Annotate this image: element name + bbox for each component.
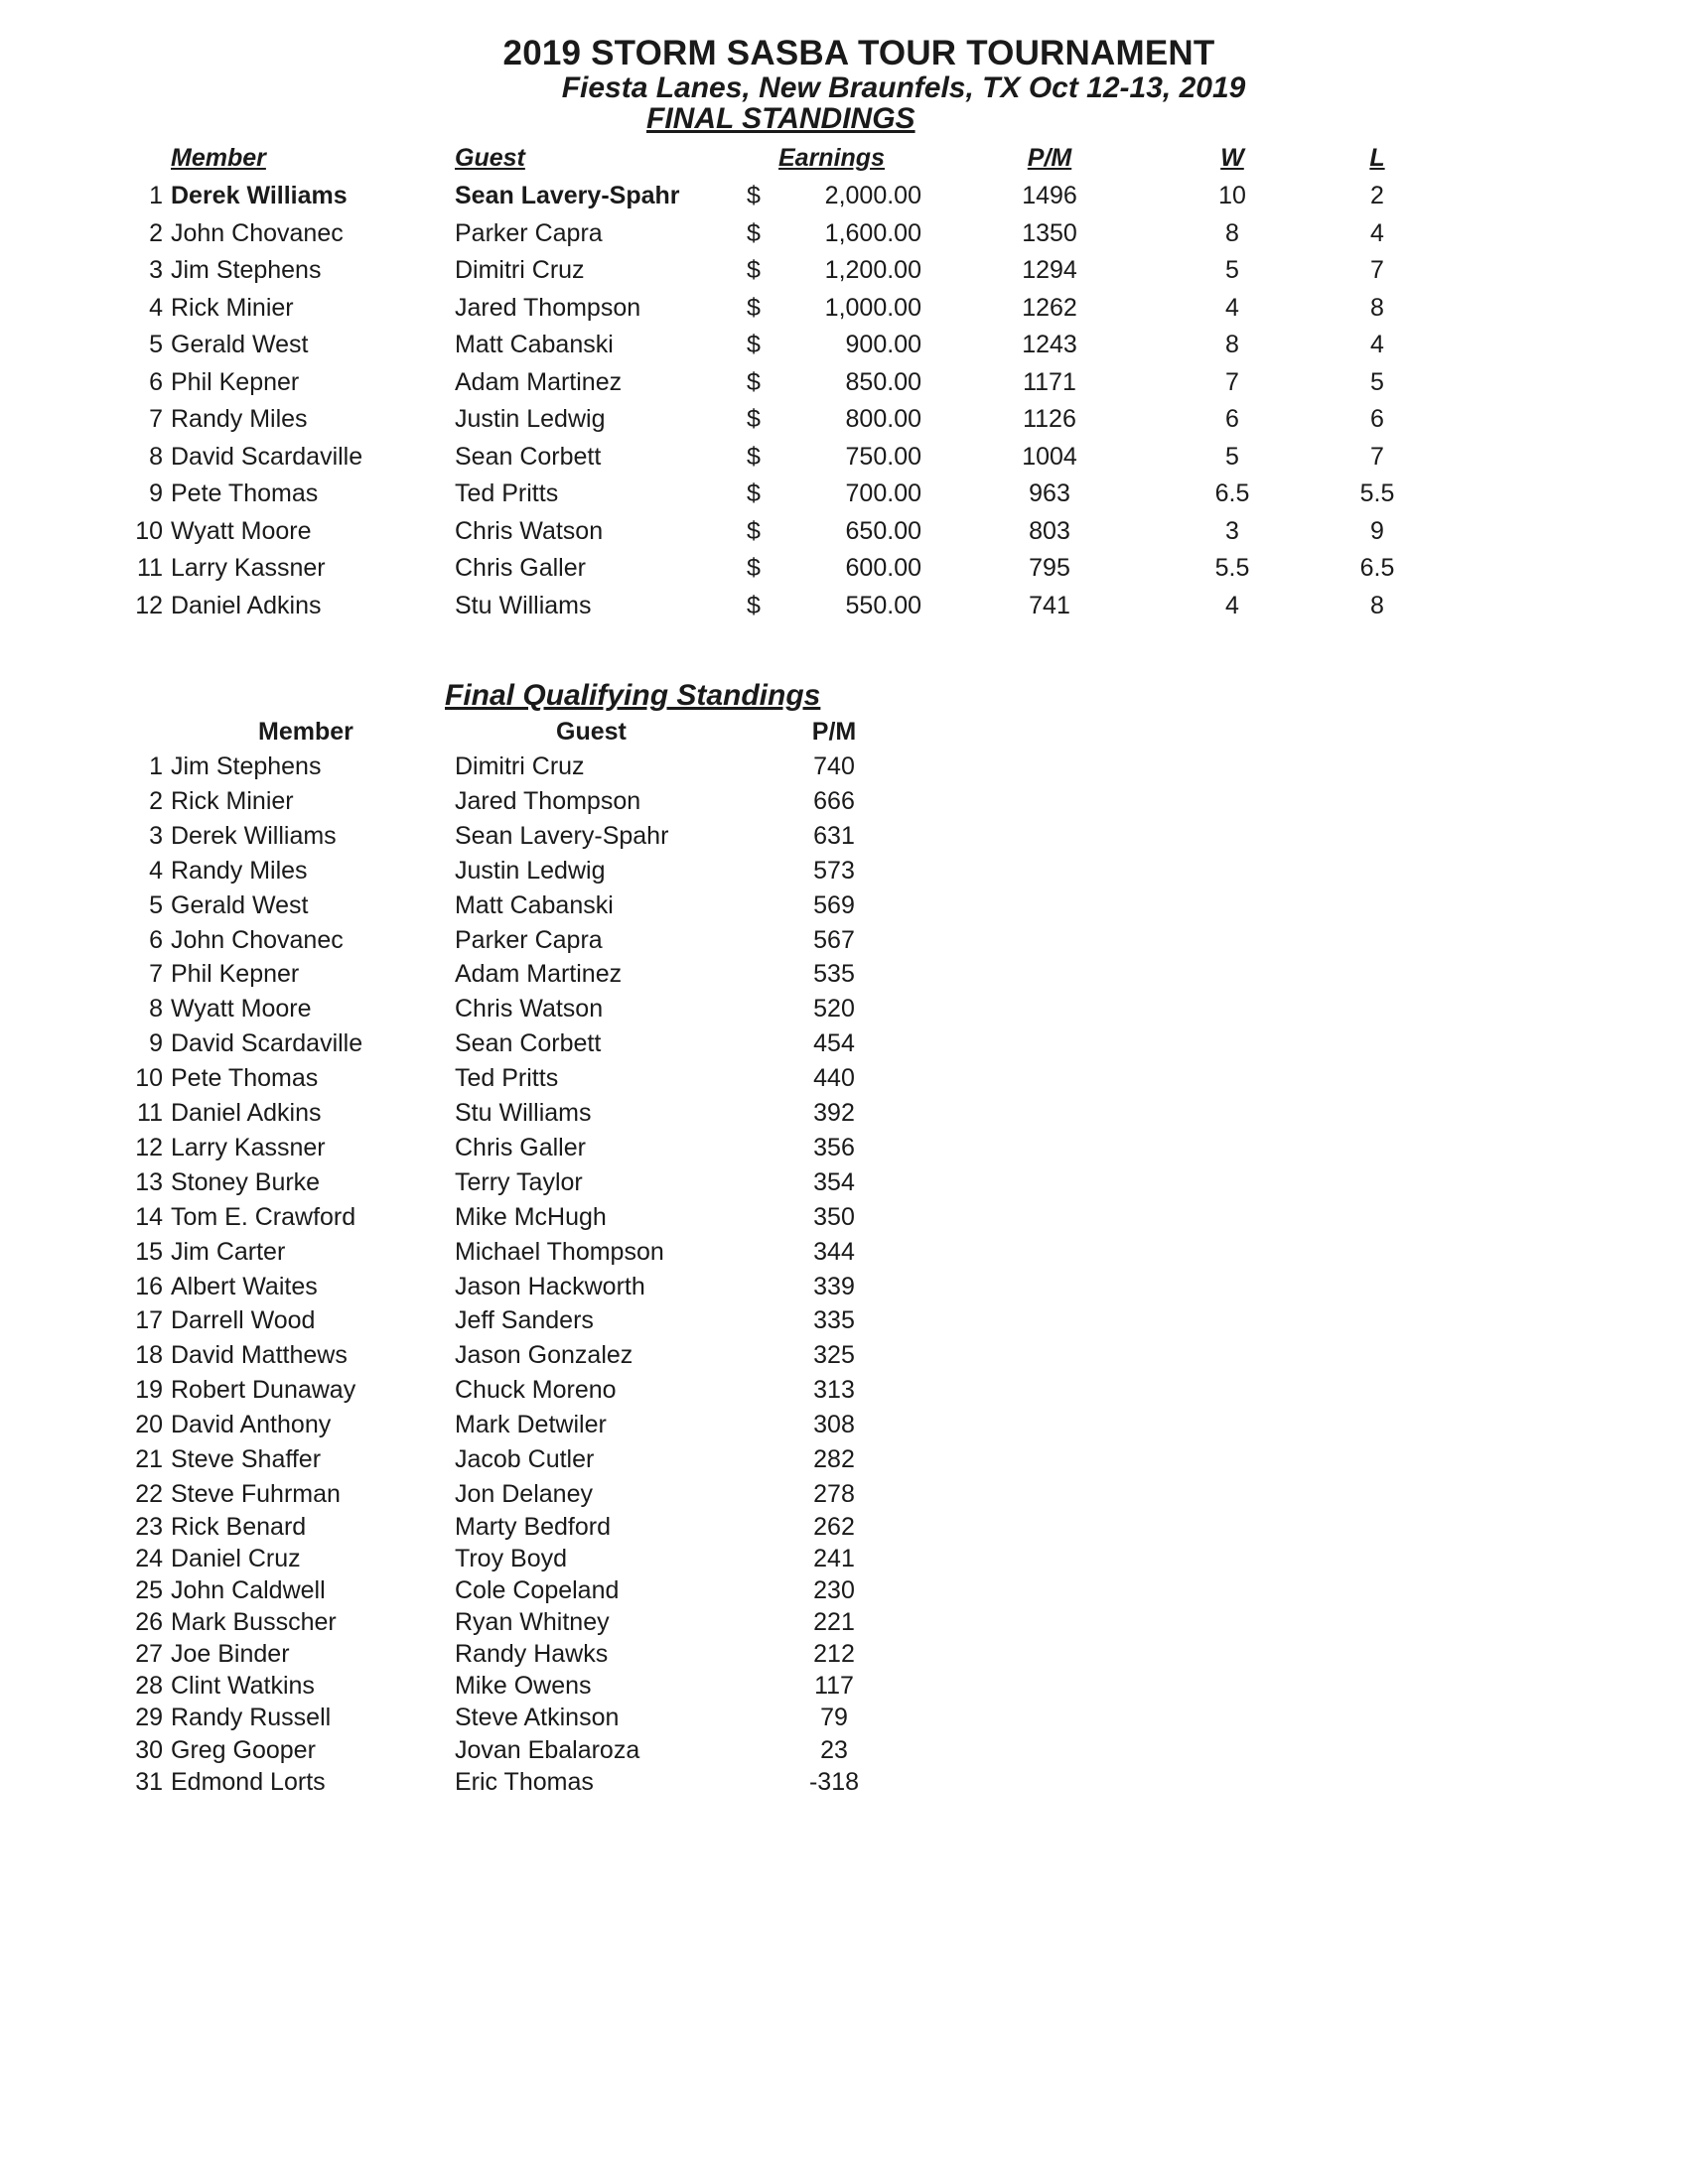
member-cell: Rick Minier [171,293,294,322]
wins-cell: 7 [1225,367,1239,396]
pm-cell: 221 [813,1608,855,1637]
member-cell: John Chovanec [171,218,344,247]
pm-cell: 339 [813,1272,855,1300]
guest-cell: Mark Detwiler [455,1411,607,1439]
table-row [0,1765,1688,1800]
member-cell: Larry Kassner [171,1133,326,1161]
pm-cell: 963 [1029,479,1070,507]
member-cell: Mark Busscher [171,1608,337,1637]
earnings-cell: 1,200.00 [824,256,921,284]
member-cell: Jim Stephens [171,256,322,284]
pm-cell: 740 [813,752,855,780]
earnings-cell: 550.00 [845,591,921,619]
pm-cell: 335 [813,1306,855,1335]
table-row [0,1573,1688,1608]
rank-cell: 9 [149,479,163,507]
wins-cell: 5.5 [1214,554,1250,582]
guest-cell: Chris Galler [455,1133,586,1161]
pm-cell: 631 [813,821,855,850]
member-cell: Phil Kepner [171,960,300,989]
earnings-cell: 600.00 [845,554,921,582]
guest-cell: Chris Watson [455,516,604,545]
member-cell: Jim Stephens [171,752,322,780]
rank-cell: 20 [135,1411,163,1439]
table-row [0,475,1688,512]
wins-cell: 6 [1225,405,1239,433]
pm-cell: 282 [813,1445,855,1473]
pm-cell: 573 [813,856,855,885]
member-cell: Randy Russell [171,1704,332,1732]
table-row [0,1605,1688,1640]
dollar-sign: $ [747,554,761,582]
member-cell: Edmond Lorts [171,1767,326,1796]
table-row [0,957,1688,992]
rank-cell: 19 [135,1376,163,1405]
guest-cell: Randy Hawks [455,1640,609,1669]
rank-cell: 1 [149,752,163,780]
guest-cell: Jared Thompson [455,786,641,815]
header-pm: P/M [811,718,857,746]
rank-cell: 11 [137,554,163,582]
table-row [0,251,1688,289]
table-row [0,1477,1688,1512]
table-row [0,750,1688,784]
table-row [0,1373,1688,1408]
dollar-sign: $ [747,331,761,358]
pm-cell: 392 [813,1099,855,1127]
pm-cell: 23 [820,1735,848,1764]
dollar-sign: $ [747,516,761,545]
rank-cell: 12 [135,591,163,619]
table-row [0,992,1688,1026]
member-cell: Rick Benard [171,1512,307,1541]
document-subtitle: Fiesta Lanes, New Braunfels, TX Oct 12-13, 2019 [561,71,1246,104]
guest-cell: Ted Pritts [455,479,559,507]
member-cell: David Scardaville [171,1029,363,1058]
rank-cell: 4 [149,856,163,885]
member-cell: Gerald West [171,890,309,919]
pm-cell: 1171 [1023,367,1076,396]
guest-cell: Terry Taylor [455,1167,583,1196]
guest-cell: Parker Capra [455,218,603,247]
losses-cell: 7 [1370,256,1384,284]
document-title: 2019 STORM SASBA TOUR TOURNAMENT [502,34,1215,72]
table-row [0,1200,1688,1235]
member-cell: Derek Williams [171,821,337,850]
table-row [0,1701,1688,1735]
pm-cell: 117 [814,1672,854,1701]
member-cell: Daniel Adkins [171,1099,322,1127]
rank-cell: 30 [135,1735,163,1764]
dollar-sign: $ [747,367,761,396]
table-row [0,1510,1688,1545]
guest-cell: Ted Pritts [455,1064,559,1093]
guest-cell: Chris Watson [455,995,604,1024]
final-qualifying-header-row [0,715,1688,750]
wins-cell: 8 [1225,218,1239,247]
guest-cell: Troy Boyd [455,1544,568,1572]
table-row [0,854,1688,888]
guest-cell: Jeff Sanders [455,1306,594,1335]
dollar-sign: $ [747,442,761,471]
earnings-cell: 850.00 [845,367,921,396]
header-wins: W [1220,144,1244,172]
rank-cell: 7 [149,405,163,433]
member-cell: Randy Miles [171,856,308,885]
table-row [0,363,1688,401]
table-row [0,214,1688,252]
pm-cell: 535 [813,960,855,989]
member-cell: John Chovanec [171,925,344,954]
header-member: Member [171,144,266,172]
losses-cell: 4 [1370,218,1384,247]
guest-cell: Sean Corbett [455,442,602,471]
rank-cell: 3 [149,256,163,284]
rank-cell: 29 [135,1704,163,1732]
pm-cell: 520 [813,995,855,1024]
earnings-cell: 800.00 [845,405,921,433]
pm-cell: 212 [813,1640,855,1669]
rank-cell: 12 [135,1133,163,1161]
losses-cell: 4 [1370,331,1384,358]
guest-cell: Jacob Cutler [455,1445,595,1473]
guest-cell: Adam Martinez [455,367,623,396]
rank-cell: 5 [149,331,163,358]
rank-cell: 24 [135,1544,163,1572]
wins-cell: 5 [1225,442,1239,471]
dollar-sign: $ [747,405,761,433]
pm-cell: 1262 [1022,293,1077,322]
final-standings-title: FINAL STANDINGS [646,102,915,135]
member-cell: Stoney Burke [171,1167,321,1196]
guest-cell: Sean Corbett [455,1029,602,1058]
guest-cell: Eric Thomas [455,1767,594,1796]
rank-cell: 22 [135,1479,163,1508]
member-cell: Steve Shaffer [171,1445,322,1473]
dollar-sign: $ [747,591,761,619]
pm-cell: 1126 [1023,405,1076,433]
guest-cell: Dimitri Cruz [455,752,585,780]
guest-cell: Chuck Moreno [455,1376,617,1405]
member-cell: Derek Williams [171,182,348,209]
guest-cell: Parker Capra [455,925,603,954]
pm-cell: 1004 [1022,442,1077,471]
member-cell: David Scardaville [171,442,363,471]
table-row [0,1061,1688,1096]
pm-cell: 569 [813,890,855,919]
member-cell: Darrell Wood [171,1306,316,1335]
pm-cell: 795 [1029,554,1070,582]
table-row [0,1131,1688,1165]
table-row [0,888,1688,923]
dollar-sign: $ [747,182,761,209]
table-row [0,1442,1688,1477]
pm-cell: 79 [820,1704,848,1732]
final-standings-header-row [0,139,1688,177]
rank-cell: 7 [149,960,163,989]
rank-cell: 10 [135,1064,163,1093]
losses-cell: 5.5 [1359,479,1395,507]
member-cell: Pete Thomas [171,1064,319,1093]
guest-cell: Jason Hackworth [455,1272,645,1300]
pm-cell: 241 [813,1544,855,1572]
dollar-sign: $ [747,256,761,284]
table-row [0,1303,1688,1338]
losses-cell: 7 [1370,442,1384,471]
pm-cell: 803 [1029,516,1070,545]
pm-cell: 354 [813,1167,855,1196]
member-cell: David Anthony [171,1411,332,1439]
table-row [0,1733,1688,1768]
losses-cell: 9 [1370,516,1384,545]
member-cell: Wyatt Moore [171,995,312,1024]
guest-cell: Jon Delaney [455,1479,593,1508]
wins-cell: 4 [1225,293,1239,322]
pm-cell: 230 [813,1576,855,1604]
earnings-cell: 1,600.00 [824,218,921,247]
guest-cell: Cole Copeland [455,1576,620,1604]
table-row [0,1270,1688,1304]
table-row [0,549,1688,587]
guest-cell: Sean Lavery-Spahr [455,182,680,209]
losses-cell: 8 [1370,591,1384,619]
guest-cell: Stu Williams [455,1099,592,1127]
pm-cell: 350 [813,1202,855,1231]
table-row [0,819,1688,854]
rank-cell: 10 [135,516,163,545]
guest-cell: Mike McHugh [455,1202,607,1231]
guest-cell: Steve Atkinson [455,1704,620,1732]
guest-cell: Sean Lavery-Spahr [455,821,669,850]
header-guest: Guest [556,718,627,746]
rank-cell: 18 [135,1341,163,1370]
guest-cell: Chris Galler [455,554,586,582]
rank-cell: 2 [149,786,163,815]
wins-cell: 5 [1225,256,1239,284]
member-cell: Wyatt Moore [171,516,312,545]
rank-cell: 5 [149,890,163,919]
guest-cell: Matt Cabanski [455,331,614,358]
pm-cell: 1294 [1022,256,1077,284]
earnings-cell: 1,000.00 [824,293,921,322]
wins-cell: 3 [1225,516,1239,545]
rank-cell: 23 [135,1512,163,1541]
member-cell: Jim Carter [171,1237,286,1266]
losses-cell: 5 [1370,367,1384,396]
rank-cell: 3 [149,821,163,850]
wins-cell: 10 [1218,182,1246,209]
member-cell: Clint Watkins [171,1672,315,1701]
pm-cell: 278 [813,1479,855,1508]
header-earnings: Earnings [778,144,885,172]
guest-cell: Michael Thompson [455,1237,664,1266]
guest-cell: Marty Bedford [455,1512,612,1541]
rank-cell: 28 [135,1672,163,1701]
member-cell: John Caldwell [171,1576,326,1604]
rank-cell: 2 [149,218,163,247]
table-row [0,1542,1688,1576]
member-cell: Randy Miles [171,405,308,433]
wins-cell: 6.5 [1214,479,1250,507]
wins-cell: 4 [1225,591,1239,619]
guest-cell: Matt Cabanski [455,890,614,919]
losses-cell: 2 [1370,182,1384,209]
earnings-cell: 900.00 [845,331,921,358]
member-cell: Tom E. Crawford [171,1202,356,1231]
table-row [0,784,1688,819]
losses-cell: 6 [1370,405,1384,433]
rank-cell: 14 [135,1202,163,1231]
guest-cell: Justin Ledwig [455,856,606,885]
losses-cell: 6.5 [1359,554,1395,582]
rank-cell: 4 [149,293,163,322]
guest-cell: Adam Martinez [455,960,623,989]
table-row [0,923,1688,958]
table-row [0,1096,1688,1131]
table-row [0,1669,1688,1704]
rank-cell: 11 [137,1099,163,1127]
guest-cell: Jason Gonzalez [455,1341,633,1370]
guest-cell: Ryan Whitney [455,1608,610,1637]
header-pm: P/M [1027,144,1072,172]
member-cell: Joe Binder [171,1640,290,1669]
pm-cell: 1496 [1022,182,1077,209]
table-row [0,1408,1688,1442]
pm-cell: -318 [808,1767,860,1796]
pm-cell: 440 [813,1064,855,1093]
dollar-sign: $ [747,293,761,322]
header-member: Member [258,718,353,746]
rank-cell: 17 [135,1306,163,1335]
rank-cell: 6 [149,925,163,954]
pm-cell: 308 [813,1411,855,1439]
pm-cell: 356 [813,1133,855,1161]
final-qualifying-title: Final Qualifying Standings [445,679,821,712]
table-row [0,1338,1688,1373]
earnings-cell: 750.00 [845,442,921,471]
pm-cell: 344 [813,1237,855,1266]
member-cell: Larry Kassner [171,554,326,582]
rank-cell: 8 [149,995,163,1024]
rank-cell: 1 [149,182,163,209]
table-row [0,587,1688,624]
member-cell: Gerald West [171,331,309,358]
member-cell: David Matthews [171,1341,348,1370]
member-cell: Phil Kepner [171,367,300,396]
earnings-cell: 700.00 [845,479,921,507]
pm-cell: 262 [813,1512,855,1541]
table-row [0,400,1688,438]
rank-cell: 26 [135,1608,163,1637]
guest-cell: Justin Ledwig [455,405,606,433]
rank-cell: 31 [135,1767,163,1796]
table-row [0,438,1688,476]
guest-cell: Jovan Ebalaroza [455,1735,640,1764]
member-cell: Daniel Cruz [171,1544,301,1572]
wins-cell: 8 [1225,331,1239,358]
pm-cell: 454 [813,1029,855,1058]
pm-cell: 1350 [1022,218,1077,247]
member-cell: Pete Thomas [171,479,319,507]
guest-cell: Dimitri Cruz [455,256,585,284]
table-row [0,1637,1688,1672]
guest-cell: Jared Thompson [455,293,641,322]
pm-cell: 666 [813,786,855,815]
rank-cell: 13 [135,1167,163,1196]
table-row [0,1026,1688,1061]
table-row [0,512,1688,550]
rank-cell: 9 [149,1029,163,1058]
rank-cell: 21 [135,1445,163,1473]
pm-cell: 741 [1029,591,1070,619]
table-row [0,177,1688,214]
earnings-cell: 650.00 [845,516,921,545]
guest-cell: Mike Owens [455,1672,592,1701]
dollar-sign: $ [747,218,761,247]
rank-cell: 6 [149,367,163,396]
losses-cell: 8 [1370,293,1384,322]
table-row [0,1165,1688,1200]
member-cell: Daniel Adkins [171,591,322,619]
pm-cell: 567 [813,925,855,954]
rank-cell: 25 [135,1576,163,1604]
rank-cell: 8 [149,442,163,471]
pm-cell: 325 [813,1341,855,1370]
table-row [0,326,1688,363]
member-cell: Steve Fuhrman [171,1479,341,1508]
rank-cell: 16 [135,1272,163,1300]
member-cell: Rick Minier [171,786,294,815]
earnings-cell: 2,000.00 [824,182,921,209]
header-guest: Guest [455,144,525,172]
table-row [0,289,1688,327]
rank-cell: 15 [135,1237,163,1266]
pm-cell: 313 [813,1376,855,1405]
member-cell: Greg Gooper [171,1735,316,1764]
pm-cell: 1243 [1022,331,1077,358]
member-cell: Robert Dunaway [171,1376,356,1405]
rank-cell: 27 [135,1640,163,1669]
table-row [0,1235,1688,1270]
member-cell: Albert Waites [171,1272,318,1300]
guest-cell: Stu Williams [455,591,592,619]
header-losses: L [1369,144,1385,172]
dollar-sign: $ [747,479,761,507]
